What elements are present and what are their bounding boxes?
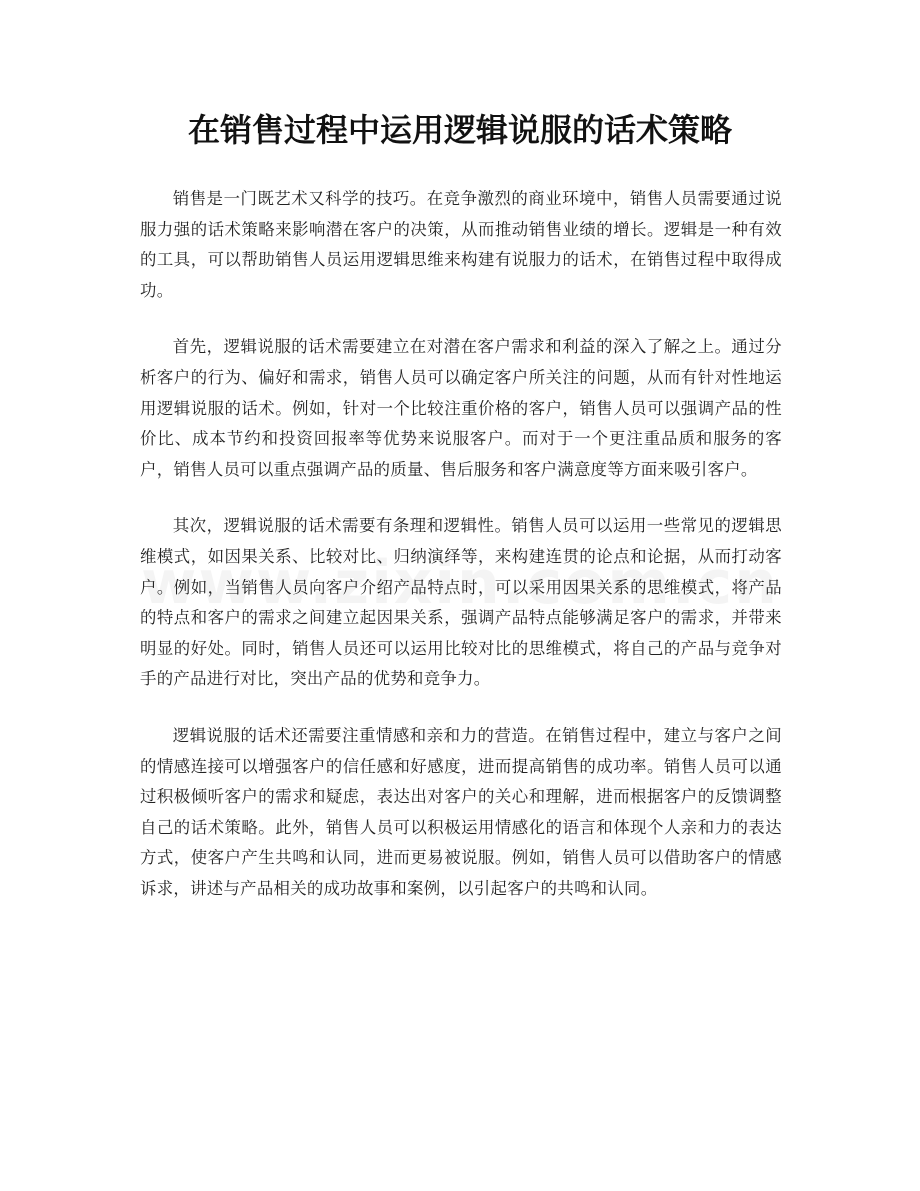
paragraph-3: 其次，逻辑说服的话术需要有条理和逻辑性。销售人员可以运用一些常见的逻辑思维模式，如因果关系、比较对比、归纳演绎等，来构建连贯的论点和论据，从而打动客户。例如，当销售人员向客户介绍产品特点时，可以采用因果关系的思维模式，将产品的特点和客户的需求之间建立起因果关系，强调产品特点能够满足客户的需求，并带来明显的好处。同时，销售人员还可以运用比较对比的思维模式，将自己的产品与竞争对手的产品进行对比，突出产品的优势和竞争力。 <box>140 516 782 689</box>
paragraph-2: 首先，逻辑说服的话术需要建立在对潜在客户需求和利益的深入了解之上。通过分析客户的行为、偏好和需求，销售人员可以确定客户所关注的问题，从而有针对性地运用逻辑说服的话术。例如，针对一个比较注重价格的客户，销售人员可以强调产品的性价比、成本节约和投资回报率等优势来说服客户。而对于一个更注重品质和服务的客户，销售人员可以重点强调产品的质量、售后服务和客户满意度等方面来吸引客户。 <box>140 337 782 479</box>
paragraph-4: 逻辑说服的话术还需要注重情感和亲和力的营造。在销售过程中，建立与客户之间的情感连接可以增强客户的信任感和好感度，进而提高销售的成功率。销售人员可以通过积极倾听客户的需求和疑虑，表达出对客户的关心和理解，进而根据客户的反馈调整自己的话术策略。此外，销售人员可以积极运用情感化的语言和体现个人亲和力的表达方式，使客户产生共鸣和认同，进而更易被说服。例如，销售人员可以借助客户的情感诉求，讲述与产品相关的成功故事和案例，以引起客户的共鸣和认同。 <box>140 725 782 898</box>
paragraph-1: 销售是一门既艺术又科学的技巧。在竞争激烈的商业环境中，销售人员需要通过说服力强的话术策略来影响潜在客户的决策，从而推动销售业绩的增长。逻辑是一种有效的工具，可以帮助销售人员运用逻辑思维来构建有说服力的话术，在销售过程中取得成功。 <box>140 189 782 300</box>
document-title: 在销售过程中运用逻辑说服的话术策略 <box>187 111 732 149</box>
document-body <box>140 184 782 930</box>
